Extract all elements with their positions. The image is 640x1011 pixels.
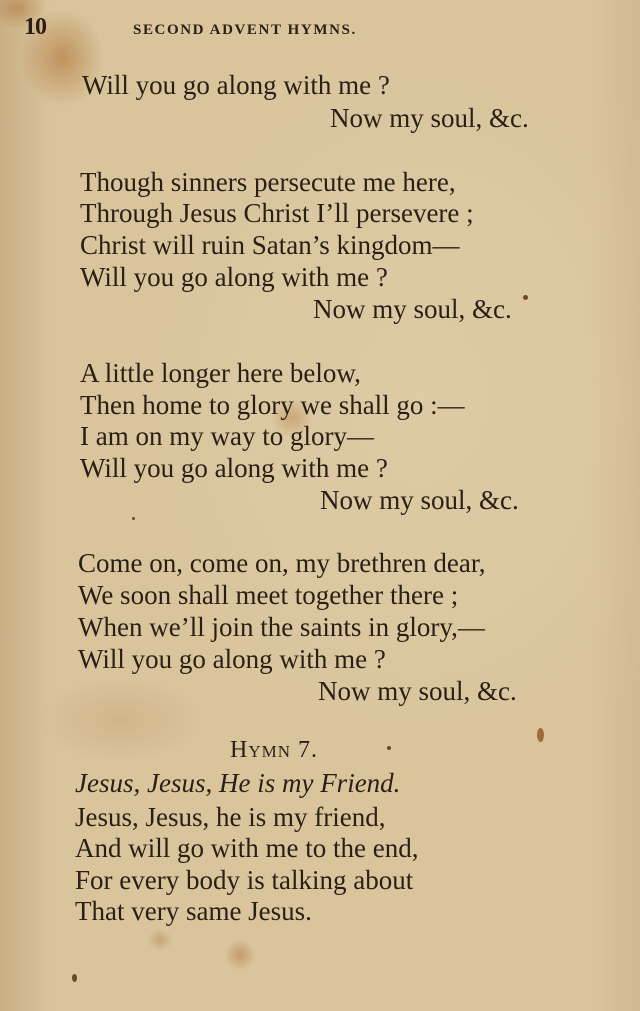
verse-line: Will you go along with me ? bbox=[80, 262, 388, 292]
hymn-subtitle: Jesus, Jesus, He is my Friend. bbox=[75, 768, 401, 798]
verse-line: Christ will ruin Satan’s kingdom— bbox=[80, 230, 460, 260]
paper-speck bbox=[523, 295, 528, 300]
refrain-line: Now my soul, &c. bbox=[313, 294, 512, 324]
running-head: SECOND ADVENT HYMNS. bbox=[133, 22, 357, 38]
verse-line: Jesus, Jesus, he is my friend, bbox=[75, 802, 386, 832]
paper-speck bbox=[72, 974, 77, 982]
verse-line: Will you go along with me ? bbox=[82, 70, 390, 100]
refrain-line: Now my soul, &c. bbox=[320, 485, 519, 515]
verse-line: I am on my way to glory— bbox=[80, 421, 374, 451]
verse-line: Then home to glory we shall go :— bbox=[80, 390, 465, 420]
refrain-line: Now my soul, &c. bbox=[318, 676, 517, 706]
verse-line: Will you go along with me ? bbox=[78, 644, 386, 674]
verse-line: A little longer here below, bbox=[80, 358, 361, 388]
verse-line: We soon shall meet together there ; bbox=[78, 580, 459, 610]
verse-line: And will go with me to the end, bbox=[75, 833, 419, 863]
verse-line: Through Jesus Christ I’ll persevere ; bbox=[80, 198, 474, 228]
verse-line: That very same Jesus. bbox=[75, 896, 312, 926]
verse-line: Though sinners persecute me here, bbox=[80, 167, 456, 197]
paper-speck bbox=[132, 517, 135, 520]
hymn-title: Hymn 7. bbox=[230, 737, 319, 763]
paper-speck bbox=[387, 746, 391, 750]
verse-line: Will you go along with me ? bbox=[80, 453, 388, 483]
verse-line: When we’ll join the saints in glory,— bbox=[78, 612, 485, 642]
paper-speck bbox=[537, 728, 544, 742]
refrain-line: Now my soul, &c. bbox=[330, 103, 529, 133]
page-number: 10 bbox=[24, 14, 46, 40]
verse-line: Come on, come on, my brethren dear, bbox=[78, 548, 486, 578]
page-header bbox=[0, 14, 640, 44]
verse-line: For every body is talking about bbox=[75, 865, 414, 895]
